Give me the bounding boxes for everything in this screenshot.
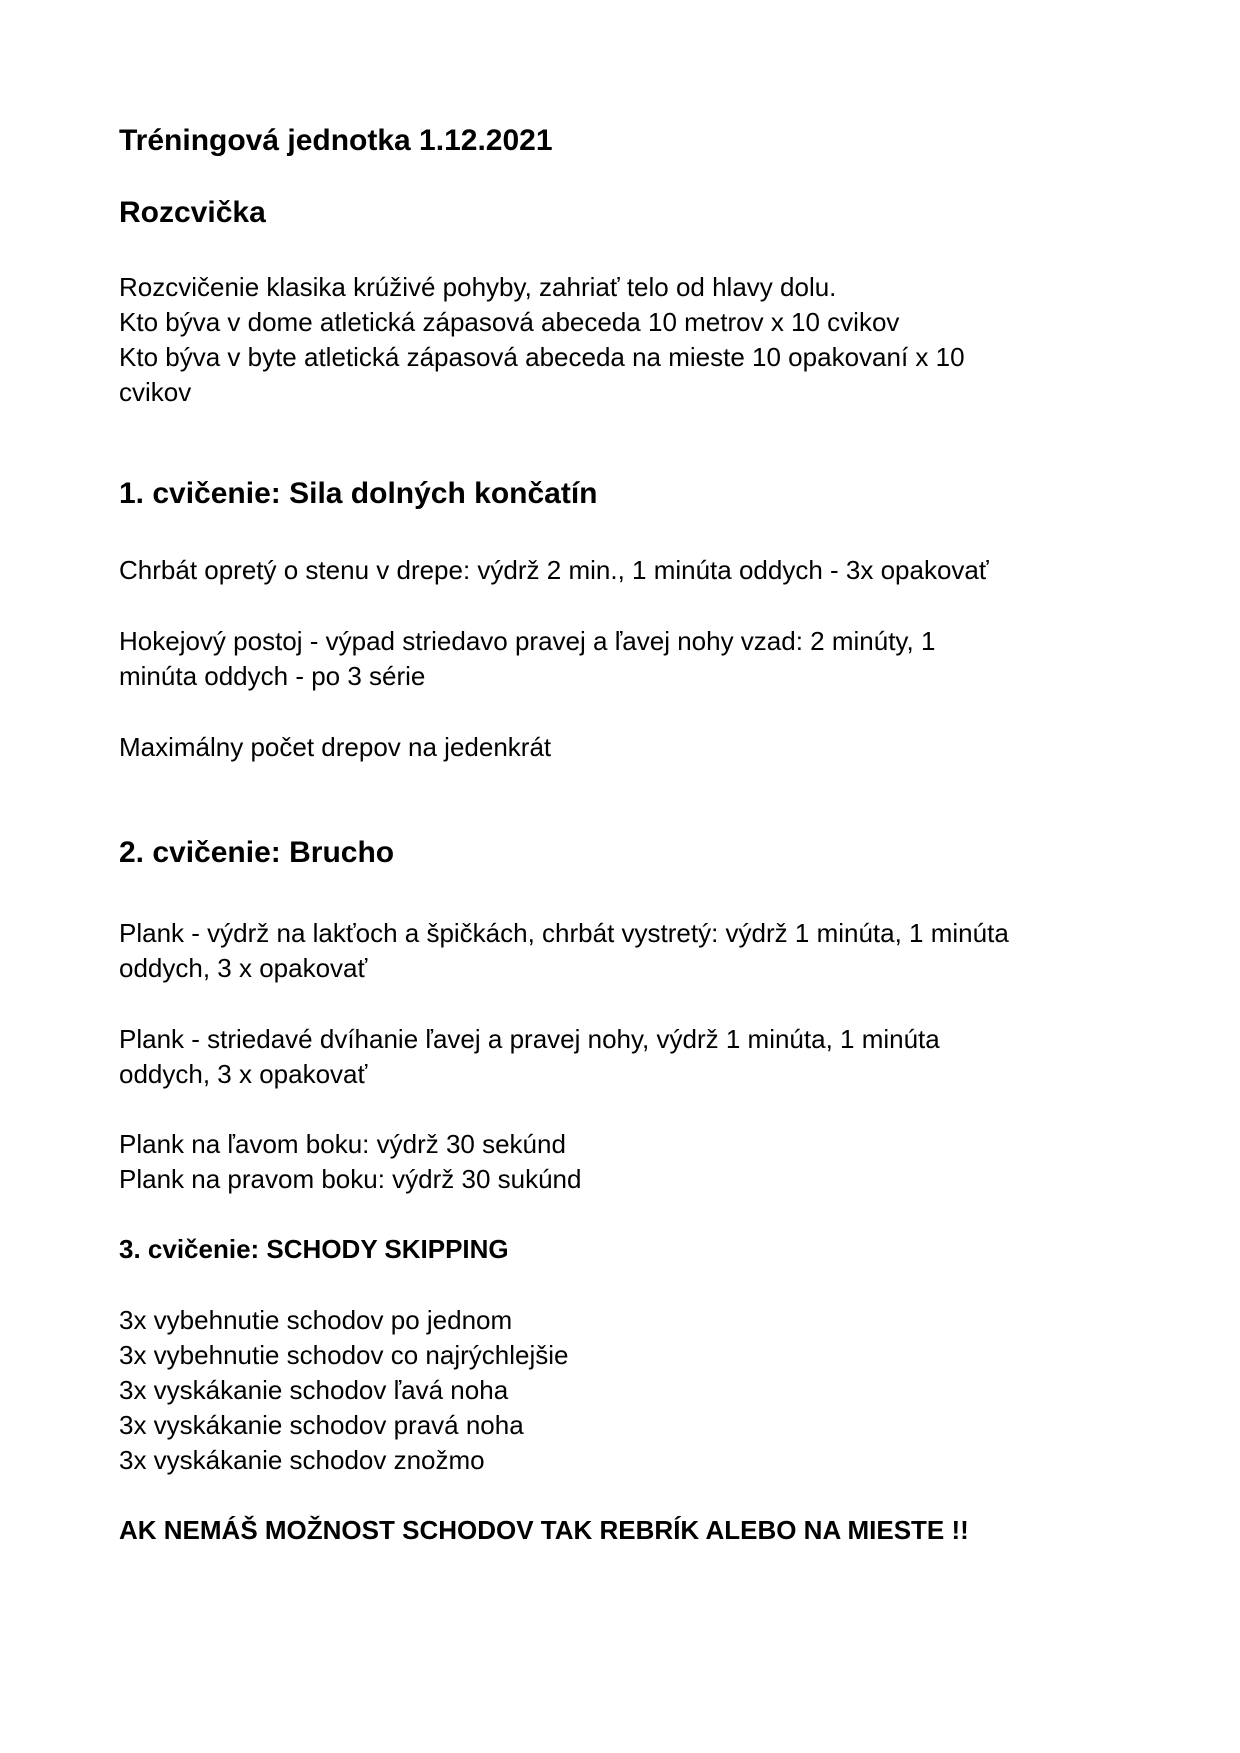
section-heading-exercise3: 3. cvičenie: SCHODY SKIPPING [119, 1234, 509, 1264]
exercise1-line: Maximálny počet drepov na jedenkrát [119, 732, 552, 762]
closing-note: AK NEMÁŠ MOŽNOST SCHODOV TAK REBRÍK ALEBO NA MIESTE !! [119, 1515, 969, 1545]
exercise2-line: Plank - výdrž na lakťoch a špičkách, chrbát vystretý: výdrž 1 minúta, 1 minúta [119, 918, 1009, 948]
warmup-line: cvikov [119, 377, 192, 407]
exercise2-line: Plank na ľavom boku: výdrž 30 sekúnd [119, 1129, 566, 1159]
exercise1-line: Chrbát opretý o stenu v drepe: výdrž 2 min., 1 minúta oddych - 3x opakovať [119, 555, 989, 585]
warmup-line: Kto býva v dome atletická zápasová abeceda 10 metrov x 10 cvikov [119, 307, 900, 337]
exercise3-line: 3x vyskákanie schodov ľavá noha [119, 1375, 509, 1405]
exercise1-line: Hokejový postoj - výpad striedavo pravej a ľavej nohy vzad: 2 minúty, 1 [119, 626, 936, 656]
exercise2-line: Plank na pravom boku: výdrž 30 sukúnd [119, 1164, 582, 1194]
exercise3-line: 3x vybehnutie schodov co najrýchlejšie [119, 1340, 569, 1370]
exercise1-line: minúta oddych - po 3 série [119, 661, 426, 691]
section-heading-exercise2: 2. cvičenie: Brucho [119, 836, 395, 869]
exercise3-line: 3x vyskákanie schodov znožmo [119, 1445, 485, 1475]
page-title: Tréningová jednotka 1.12.2021 [119, 124, 553, 157]
exercise2-line: oddych, 3 x opakovať [119, 953, 368, 983]
section-heading-exercise1: 1. cvičenie: Sila dolných končatín [119, 477, 598, 510]
exercise3-line: 3x vyskákanie schodov pravá noha [119, 1410, 524, 1440]
exercise2-line: Plank - striedavé dvíhanie ľavej a pravej nohy, výdrž 1 minúta, 1 minúta [119, 1024, 940, 1054]
warmup-line: Kto býva v byte atletická zápasová abeceda na mieste 10 opakovaní x 10 [119, 342, 965, 372]
exercise3-line: 3x vybehnutie schodov po jednom [119, 1305, 513, 1335]
warmup-line: Rozcvičenie klasika krúživé pohyby, zahriať telo od hlavy dolu. [119, 272, 837, 302]
section-heading-warmup: Rozcvička [119, 196, 266, 229]
exercise2-line: oddych, 3 x opakovať [119, 1059, 368, 1089]
